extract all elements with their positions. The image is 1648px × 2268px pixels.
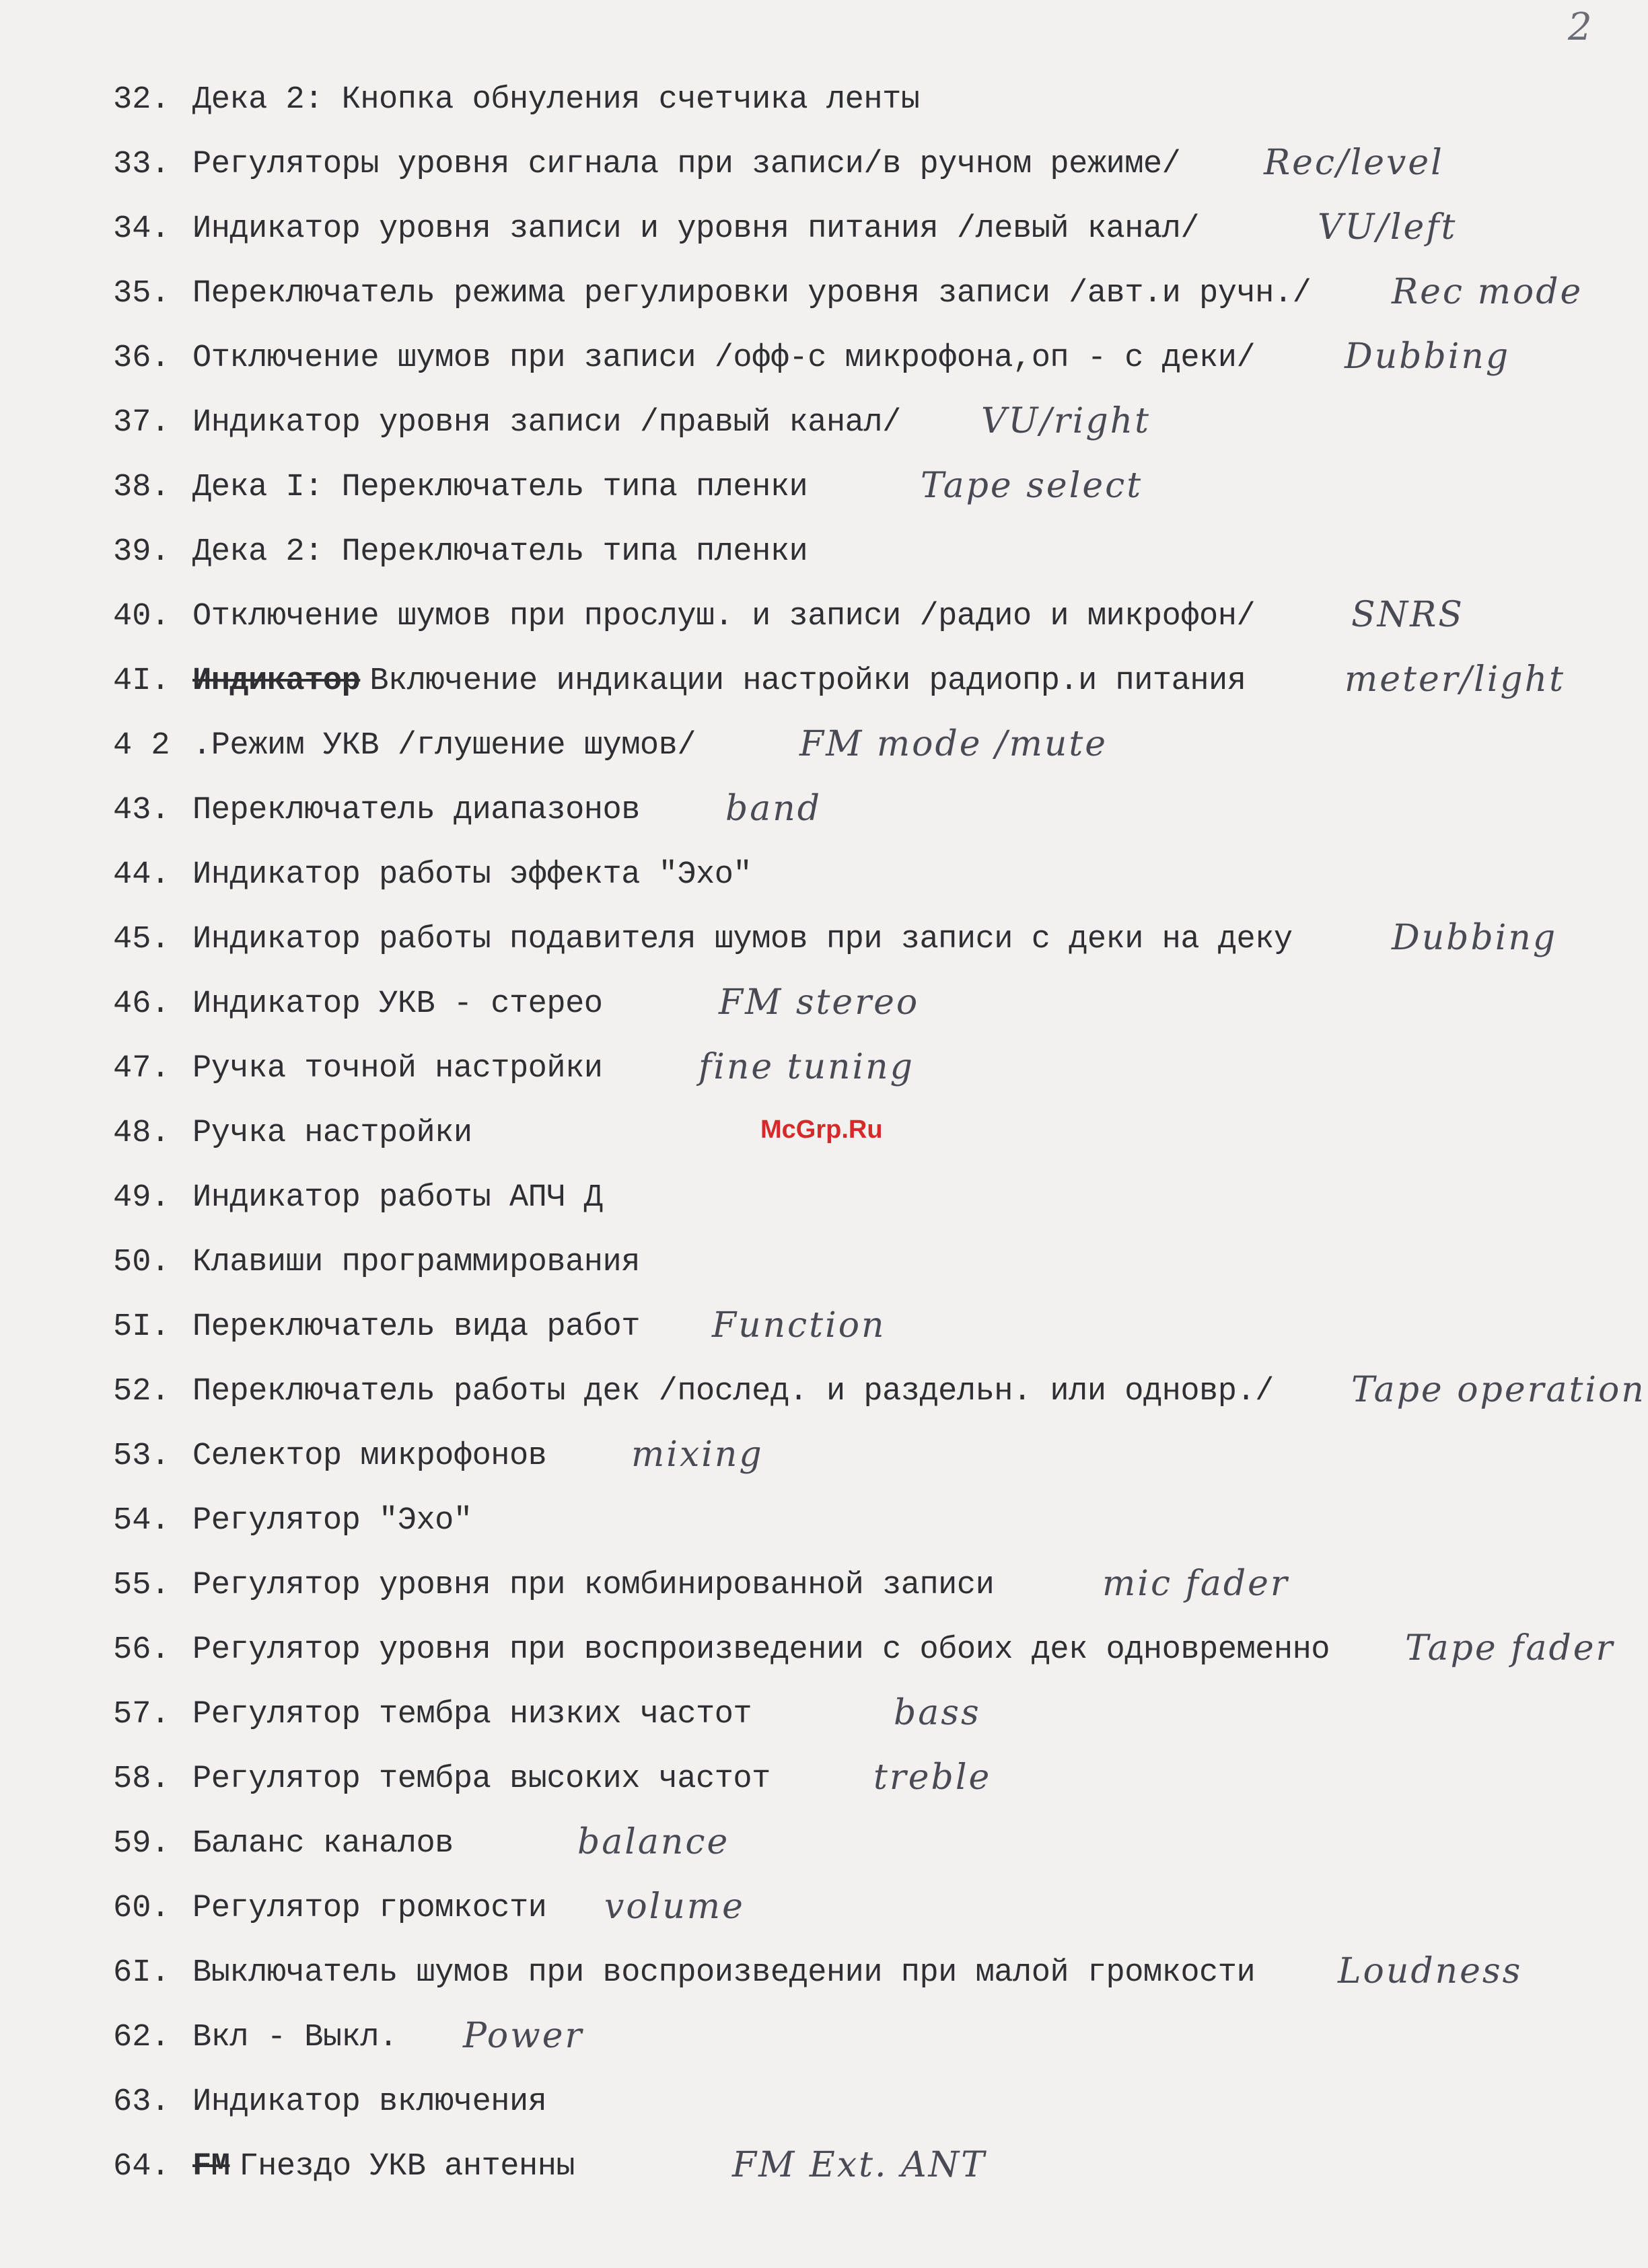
handwritten-annotation: FM Ext. ANT (732, 2145, 987, 2185)
handwritten-annotation: Loudness (1338, 1951, 1523, 1991)
list-item (113, 1115, 472, 1169)
list-item (113, 918, 1558, 976)
item-text: Регулятор уровня при воспроизведении с обоих дек одновременно (192, 1632, 1330, 1668)
list-item (113, 1757, 992, 1815)
handwritten-annotation: meter/light (1345, 659, 1566, 700)
item-number: 40. (113, 599, 170, 634)
item-number: 48. (113, 1115, 170, 1151)
page-number: 2 (1568, 5, 1592, 49)
item-text: Дека 2: Кнопка обнуления счетчика ленты (192, 82, 920, 118)
list-item (113, 857, 752, 911)
handwritten-annotation: treble (873, 1757, 992, 1798)
handwritten-annotation: Dubbing (1345, 336, 1511, 377)
handwritten-annotation: mic fader (1102, 1564, 1289, 1604)
item-number: 6I. (113, 1955, 170, 1991)
handwritten-annotation: fine tuning (698, 1047, 915, 1087)
handwritten-annotation: volume (604, 1887, 745, 1927)
item-text: Переключатель вида работ (192, 1309, 640, 1345)
list-item (113, 336, 1511, 394)
list-item (113, 1693, 981, 1751)
item-number: 5I. (113, 1309, 170, 1345)
item-text: Гнездо УКВ антенны (239, 2149, 575, 2185)
list-item (113, 659, 1566, 717)
item-number: 38. (113, 470, 170, 505)
item-text: Индикатор УКВ - стерео (192, 986, 603, 1022)
item-text: Включение индикации настройки радиопр.и питания (369, 663, 1246, 699)
item-number: 44. (113, 857, 170, 893)
handwritten-annotation: SNRS (1351, 595, 1464, 635)
list-item (113, 2145, 987, 2203)
item-number: 55. (113, 1568, 170, 1603)
item-number: 39. (113, 534, 170, 570)
struck-text: FM (192, 2149, 230, 2185)
item-text: .Режим УКВ /глушение шумов/ (192, 728, 696, 764)
item-number: 56. (113, 1632, 170, 1668)
list-item (113, 1628, 1615, 1686)
handwritten-annotation: Tape operation (1351, 1370, 1646, 1410)
list-item (113, 1564, 1289, 1621)
list-item (113, 2016, 584, 2074)
item-number: 64. (113, 2149, 170, 2185)
item-number: 59. (113, 1826, 170, 1862)
item-number: 46. (113, 986, 170, 1022)
list-item (113, 143, 1444, 200)
item-text: Переключатель диапазонов (192, 793, 640, 828)
list-item (113, 82, 919, 136)
item-number: 33. (113, 147, 170, 182)
item-number: 34. (113, 211, 170, 247)
handwritten-annotation: VU/right (981, 401, 1151, 441)
item-number: 47. (113, 1051, 170, 1087)
handwritten-annotation: Dubbing (1392, 918, 1558, 958)
list-item (113, 272, 1583, 330)
handwritten-annotation: Rec/level (1264, 143, 1444, 183)
handwritten-annotation: FM mode /mute (799, 724, 1108, 764)
list-item (113, 207, 1458, 265)
handwritten-annotation: mixing (631, 1434, 764, 1475)
list-item (113, 2084, 546, 2138)
item-text: Регулятор тембра высоких частот (192, 1761, 771, 1797)
struck-text: Индикатор (192, 663, 361, 699)
list-item (113, 1822, 730, 1880)
watermark: McGrp.Ru (760, 1115, 883, 1144)
list-item (113, 534, 808, 588)
item-number: 45. (113, 922, 170, 957)
item-text: Индикатор работы подавителя шумов при записи с деки на деку (192, 922, 1293, 957)
item-text: Индикатор уровня записи /правый канал/ (192, 405, 901, 441)
item-number: 32. (113, 82, 170, 118)
item-text: Вкл - Выкл. (192, 2020, 398, 2055)
item-text: Дека 2: Переключатель типа пленки (192, 534, 808, 570)
list-item (113, 595, 1464, 653)
item-number: 4I. (113, 663, 170, 699)
item-number: 43. (113, 793, 170, 828)
item-text: Отключение шумов при записи /офф-с микрофона,оп - с деки/ (192, 340, 1256, 376)
item-text: Индикатор уровня записи и уровня питания /левый канал/ (192, 211, 1200, 247)
item-number: 63. (113, 2084, 170, 2120)
item-number: 35. (113, 276, 170, 312)
list-item (113, 1370, 1646, 1428)
list-item (113, 466, 1143, 523)
item-number: 62. (113, 2020, 170, 2055)
item-number: 4 2 (113, 728, 170, 764)
list-item (113, 401, 1151, 459)
handwritten-annotation: Rec mode (1392, 272, 1583, 312)
item-text: Выключатель шумов при воспроизведении при малой громкости (192, 1955, 1256, 1991)
handwritten-annotation: Function (712, 1305, 886, 1346)
item-number: 36. (113, 340, 170, 376)
item-number: 50. (113, 1245, 170, 1280)
list-item (113, 789, 822, 846)
item-text: Регулятор уровня при комбинированной записи (192, 1568, 995, 1603)
item-text: Регулятор громкости (192, 1891, 547, 1926)
list-item (113, 1305, 886, 1363)
item-text: Отключение шумов при прослуш. и записи /радио и микрофон/ (192, 599, 1256, 634)
item-text: Регулятор тембра низких частот (192, 1697, 752, 1732)
item-number: 37. (113, 405, 170, 441)
item-text: Регулятор "Эхо" (192, 1503, 472, 1539)
handwritten-annotation: Tape select (921, 466, 1143, 506)
item-number: 49. (113, 1180, 170, 1216)
list-item (113, 1434, 764, 1492)
item-text: Индикатор включения (192, 2084, 547, 2120)
handwritten-annotation: band (725, 789, 822, 829)
list-item (113, 1047, 915, 1105)
list-item (113, 1180, 603, 1234)
handwritten-annotation: Tape fader (1405, 1628, 1615, 1669)
item-number: 52. (113, 1374, 170, 1410)
item-text: Ручка точной настройки (192, 1051, 603, 1087)
list-item (113, 982, 920, 1040)
list-item (113, 1245, 640, 1298)
handwritten-annotation: balance (577, 1822, 730, 1862)
handwritten-annotation: FM stereo (719, 982, 920, 1023)
item-text: Индикатор работы АПЧ Д (192, 1180, 603, 1216)
item-number: 53. (113, 1438, 170, 1474)
list-item (113, 1503, 472, 1557)
item-text: Селектор микрофонов (192, 1438, 547, 1474)
item-text: Переключатель режима регулировки уровня записи /авт.и ручн./ (192, 276, 1312, 312)
list-item (113, 1951, 1523, 2009)
item-number: 60. (113, 1891, 170, 1926)
handwritten-annotation: Power (463, 2016, 584, 2056)
item-text: Ручка настройки (192, 1115, 472, 1151)
item-text: Дека I: Переключатель типа пленки (192, 470, 808, 505)
item-text: Баланс каналов (192, 1826, 454, 1862)
list-item (113, 724, 1108, 782)
item-text: Клавиши программирования (192, 1245, 640, 1280)
item-text: Переключатель работы дек /послед. и раздельн. или одновр./ (192, 1374, 1274, 1410)
item-number: 58. (113, 1761, 170, 1797)
handwritten-annotation: VU/left (1318, 207, 1458, 248)
item-number: 54. (113, 1503, 170, 1539)
item-text: Регуляторы уровня сигнала при записи/в ручном режиме/ (192, 147, 1181, 182)
item-number: 57. (113, 1697, 170, 1732)
handwritten-annotation: bass (894, 1693, 981, 1733)
item-text: Индикатор работы эффекта "Эхо" (192, 857, 752, 893)
list-item (113, 1887, 745, 1944)
